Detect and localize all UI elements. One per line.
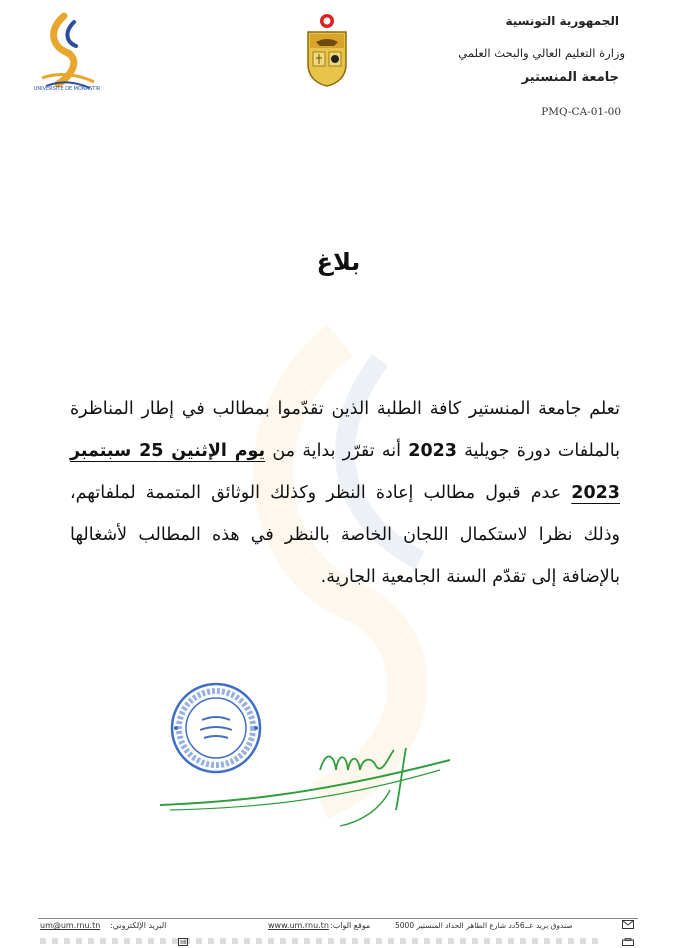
- body-line: بالإضافة إلى تقدّم السنة الجامعية الجارية.: [320, 567, 620, 587]
- body-line: [70, 472, 620, 514]
- university-logo: [34, 12, 100, 94]
- body-text: بالملفات دورة جويلية: [457, 441, 620, 461]
- footer-phone-numbers: [40, 938, 600, 944]
- footer-email[interactable]: um@um.rnu.tn: [40, 921, 101, 930]
- country-name: الجمهورية التونسية: [505, 14, 619, 28]
- signature: [150, 730, 470, 840]
- footer-email-label: البريد الإلكتروني:: [110, 921, 167, 930]
- deadline-date: يوم الإثنين 25 سبتمبر: [70, 441, 266, 461]
- footer-address: صندوق بريد عــ56دد شارع الطاهر الحداد المنستير 5000: [395, 921, 573, 930]
- mail-icon: [622, 920, 634, 929]
- footer-website[interactable]: www.um.rnu.tn: [268, 921, 329, 930]
- body-text: عدم قبول مطالب إعادة النظر وكذلك الوثائق المتممة لملفاتهم،: [70, 483, 572, 503]
- ministry-name: وزارة التعليم العالي والبحث العلمي: [458, 46, 625, 60]
- footer-divider: [38, 918, 638, 919]
- university-name: جامعة المنستير: [521, 70, 619, 85]
- body-line: [70, 430, 620, 472]
- phone-icon: [178, 938, 188, 946]
- page-title: بلاغ: [316, 248, 361, 276]
- body-line: وذلك نظرا لاستكمال اللجان الخاصة بالنظر في هذه المطالب لأشغالها: [70, 525, 620, 545]
- university-logo-text: UNIVERSITE DE MONASTIR: [33, 86, 101, 92]
- body-year: 2023: [408, 441, 457, 461]
- footer-website-label: موقع الواب:: [330, 921, 371, 930]
- body-line: تعلم جامعة المنستير كافة الطلبة الذين تقدّموا بمطالب في إطار المناظرة: [70, 399, 620, 419]
- body-text: أنه تقرّر بداية من: [265, 441, 409, 461]
- document-code: PMQ-CA-01-00: [541, 106, 621, 118]
- fax-icon: [622, 938, 634, 946]
- announcement-body: [70, 388, 620, 598]
- deadline-year: 2023: [571, 483, 620, 503]
- coat-of-arms-icon: [304, 12, 350, 88]
